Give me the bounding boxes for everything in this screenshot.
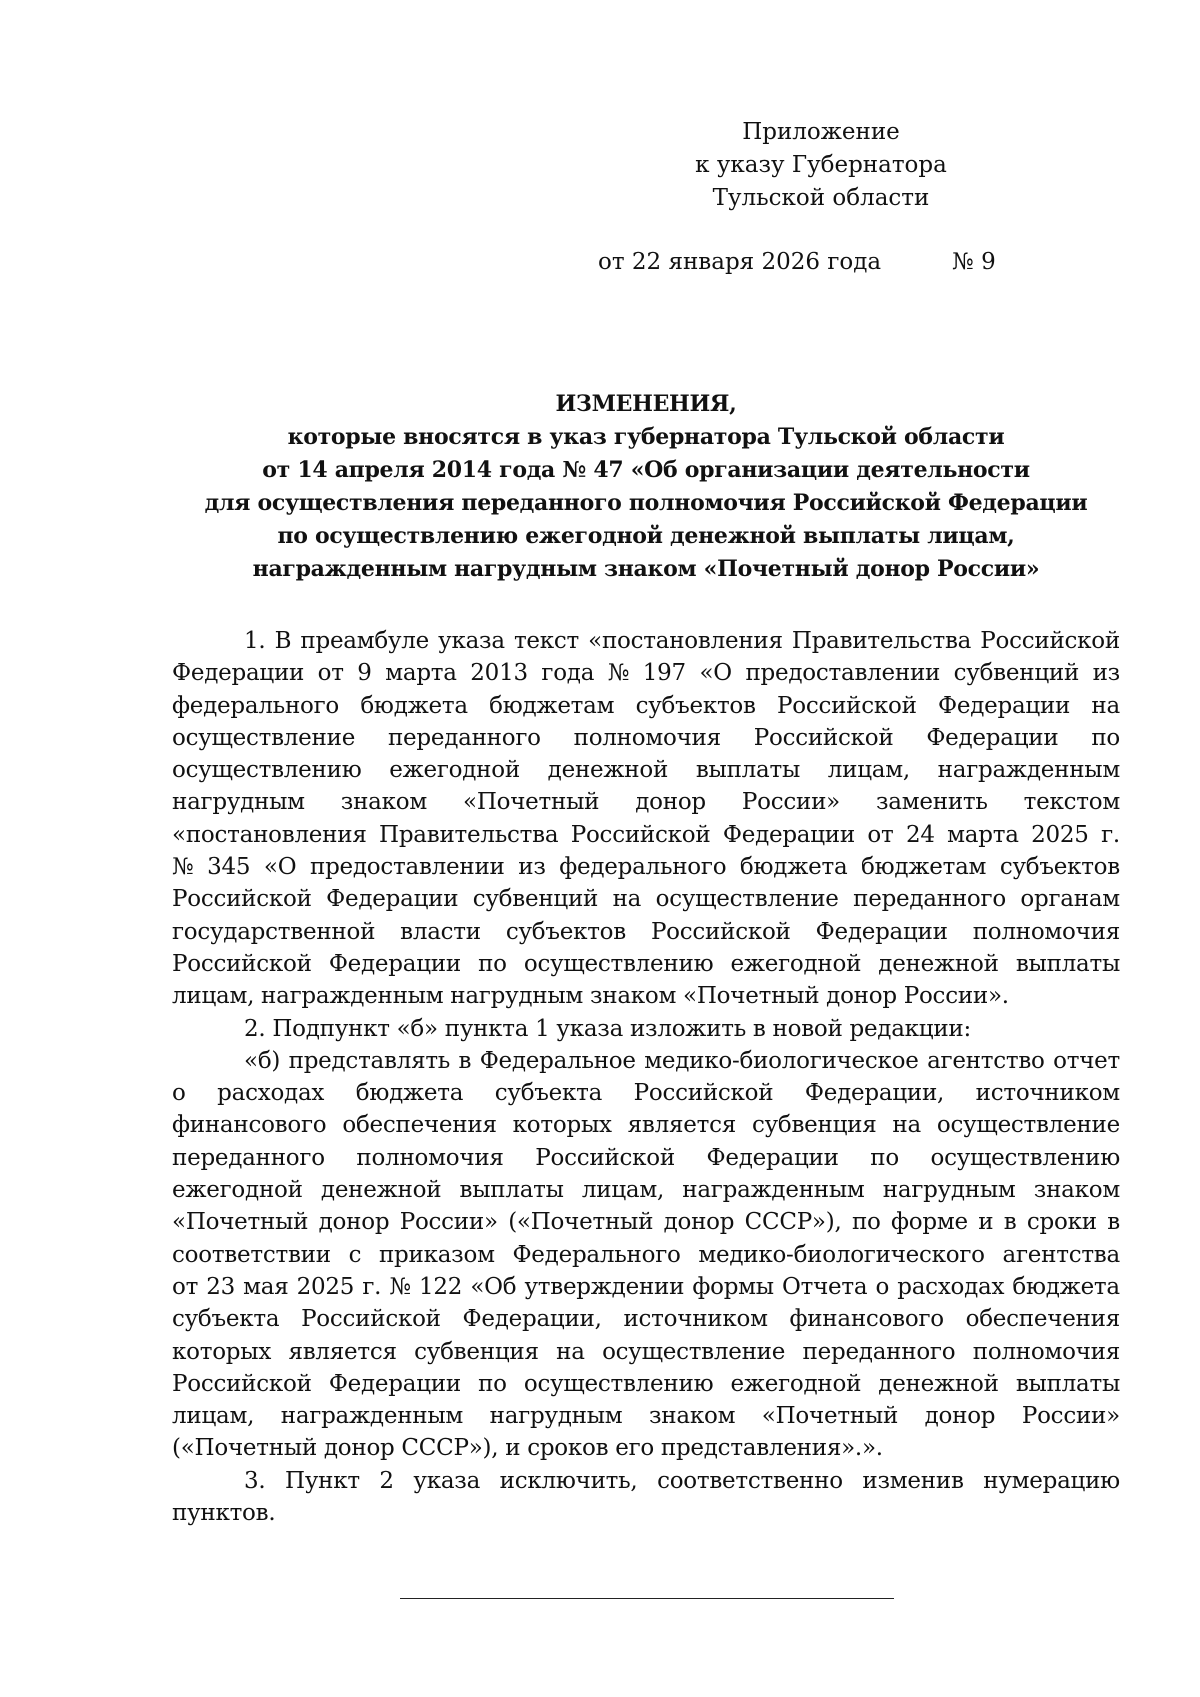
- title-line: ИЗМЕНЕНИЯ,: [555, 391, 737, 417]
- body-line: переданного полномочия Российской Федерации по осуществлению: [172, 1144, 1120, 1171]
- appendix-region: Тульской области: [712, 185, 930, 211]
- decree-date: от 22 января 2026 года: [598, 249, 882, 275]
- body-line: 3. Пункт 2 указа исключить, соответственно изменив нумерацию: [244, 1467, 1120, 1494]
- body-line: Российской Федерации по осуществлению ежегодной денежной выплаты: [172, 1370, 1120, 1397]
- body-line: финансового обеспечения которых является субвенция на осуществление: [172, 1112, 1120, 1139]
- end-separator-line: [400, 1598, 894, 1599]
- document-body: [172, 625, 1120, 1529]
- body-line: пунктов.: [172, 1500, 276, 1527]
- body-line: соответствии с приказом Федерального медико-биологического агентства: [172, 1241, 1120, 1268]
- body-line: лицам, награжденным нагрудным знаком «Почетный донор России».: [172, 983, 1009, 1010]
- body-line: («Почетный донор СССР»), и сроков его представления».».: [172, 1435, 883, 1462]
- body-line: Российской Федерации субвенций на осуществление переданного органам: [172, 886, 1120, 913]
- body-line: «б) представлять в Федеральное медико-биологическое агентство отчет: [244, 1047, 1120, 1074]
- appendix-label: Приложение: [742, 119, 900, 145]
- body-line: субъекта Российской Федерации, источником финансового обеспечения: [172, 1306, 1120, 1333]
- body-line: нагрудным знаком «Почетный донор России» заменить текстом: [172, 789, 1120, 816]
- body-line: 2. Подпункт «б» пункта 1 указа изложить в новой редакции:: [244, 1015, 972, 1042]
- appendix-header: [666, 116, 976, 215]
- title-line: которые вносятся в указ губернатора Тульской области: [287, 424, 1005, 450]
- body-line: ежегодной денежной выплаты лицам, награжденным нагрудным знаком: [172, 1177, 1120, 1204]
- body-line: лицам, награжденным нагрудным знаком «Почетный донор России»: [172, 1403, 1120, 1430]
- title-line: от 14 апреля 2014 года № 47 «Об организации деятельности: [262, 457, 1030, 483]
- body-line: № 345 «О предоставлении из федерального бюджета бюджетам субъектов: [172, 854, 1120, 881]
- body-line: которых является субвенция на осуществление переданного полномочия: [172, 1338, 1120, 1365]
- body-line: осуществление переданного полномочия Российской Федерации по: [172, 724, 1120, 751]
- body-line: о расходах бюджета субъекта Российской Федерации, источником: [172, 1080, 1120, 1107]
- title-line: награжденным нагрудным знаком «Почетный донор России»: [252, 556, 1040, 582]
- body-line: Федерации от 9 марта 2013 года № 197 «О предоставлении субвенций из: [172, 660, 1120, 687]
- body-line: от 23 мая 2025 г. № 122 «Об утверждении формы Отчета о расходах бюджета: [172, 1273, 1120, 1300]
- body-line: государственной власти субъектов Российской Федерации полномочия: [172, 918, 1120, 945]
- body-line: федерального бюджета бюджетам субъектов Российской Федерации на: [172, 692, 1120, 719]
- appendix-to-decree: к указу Губернатора: [695, 152, 947, 178]
- body-line: Российской Федерации по осуществлению ежегодной денежной выплаты: [172, 950, 1120, 977]
- body-line: осуществлению ежегодной денежной выплаты лицам, награжденным: [172, 757, 1120, 784]
- body-line: «Почетный донор России» («Почетный донор СССР»), по форме и в сроки в: [172, 1209, 1120, 1236]
- document-title: [172, 388, 1120, 586]
- body-line: «постановления Правительства Российской Федерации от 24 марта 2025 г.: [172, 821, 1120, 848]
- title-line: по осуществлению ежегодной денежной выплаты лицам,: [277, 523, 1015, 549]
- body-line: 1. В преамбуле указа текст «постановления Правительства Российской: [244, 628, 1120, 654]
- title-line: для осуществления переданного полномочия Российской Федерации: [204, 490, 1088, 516]
- decree-number: № 9: [952, 249, 996, 275]
